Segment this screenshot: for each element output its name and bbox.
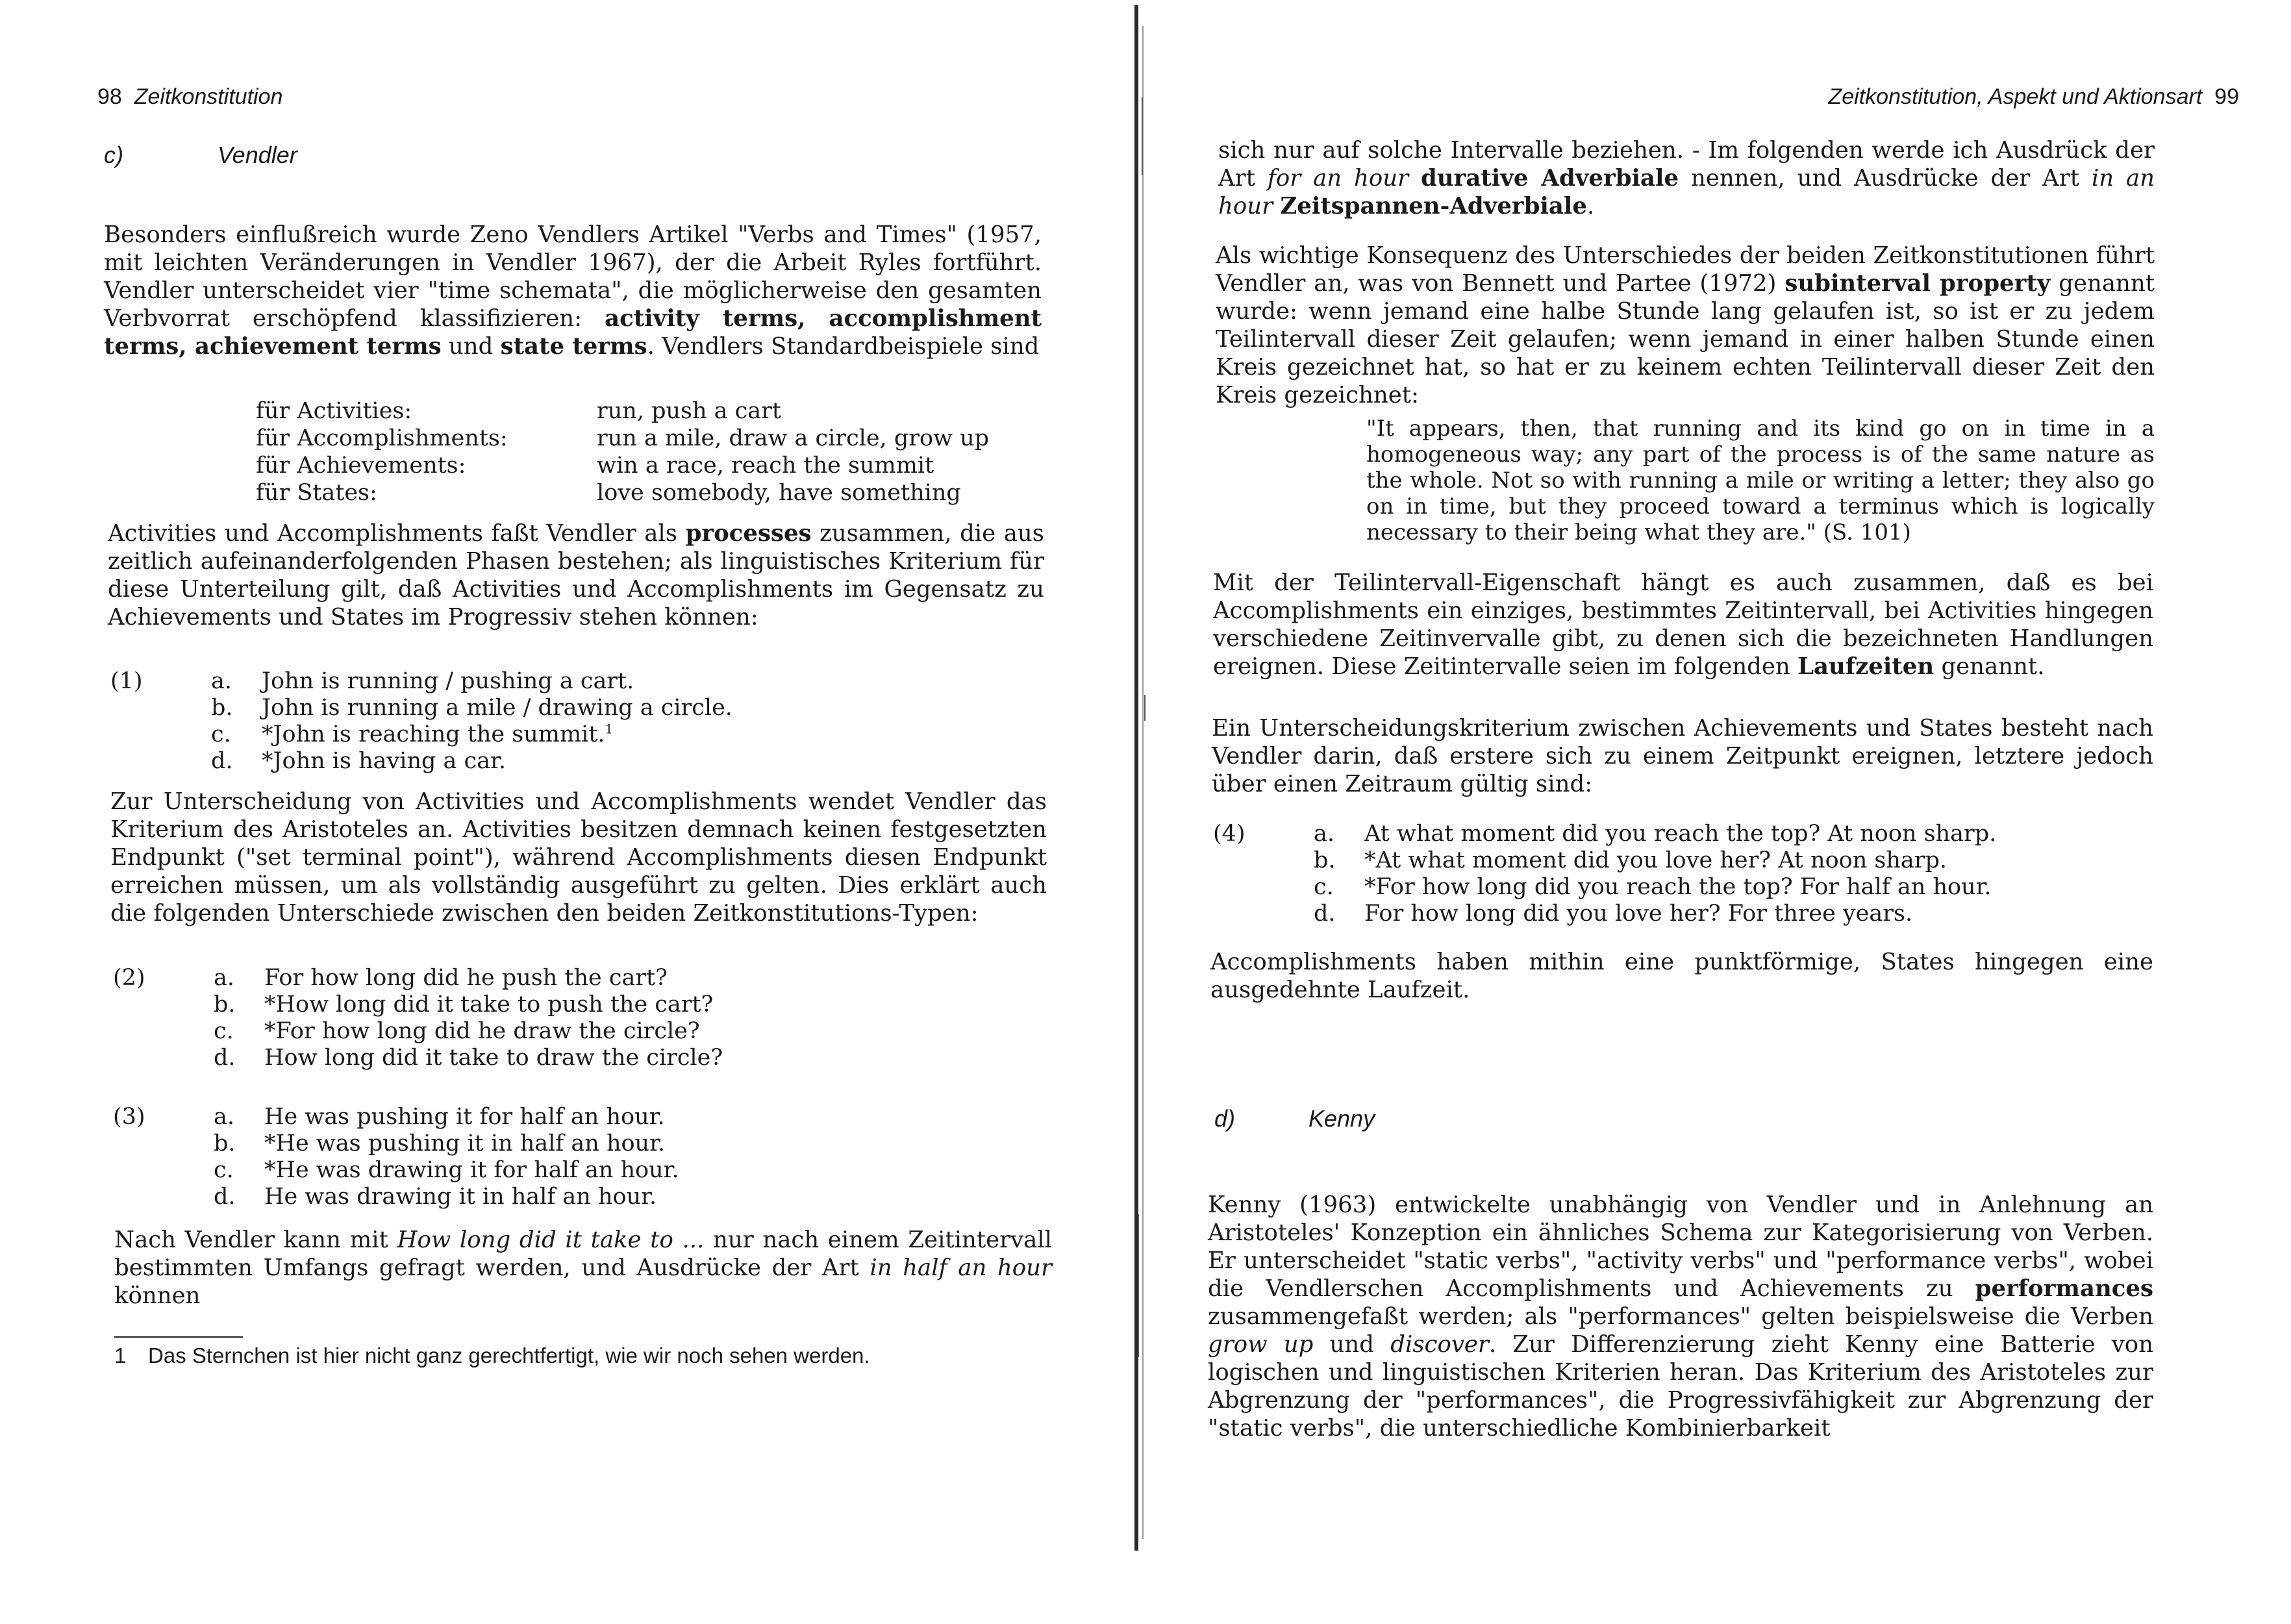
example-item-letter: b. xyxy=(214,992,236,1018)
paragraph xyxy=(114,1226,1052,1310)
running-head-title: Zeitkonstitution, Aspekt und Aktionsart xyxy=(1828,84,2203,109)
table-row xyxy=(256,397,989,425)
text-run: Nach Vendler kann mit xyxy=(114,1227,397,1253)
example-item-letter: a. xyxy=(1314,821,1334,847)
example-item-letter: b. xyxy=(211,695,233,721)
example-item-letter: a. xyxy=(211,668,232,694)
section-heading-c xyxy=(104,142,297,169)
category-label: für States: xyxy=(256,480,377,506)
example-item-text: For how long did he push the cart? xyxy=(264,965,668,991)
text-run: Als wichtige Konsequenz des Unterschiedes der beiden Zeitkonstitutionen führt Vendler an, was von Bennett und Partee (1972) xyxy=(1216,242,2155,297)
example-item xyxy=(211,748,732,775)
section-letter: d) xyxy=(1214,1105,1236,1132)
page-number: 99 xyxy=(2214,84,2239,109)
paragraph xyxy=(1213,569,2153,681)
footnote-marker: 1 xyxy=(605,721,614,737)
example-item-letter: a. xyxy=(214,1104,234,1130)
example-item-letter: d. xyxy=(1314,901,1336,927)
category-examples: run a mile, draw a circle, grow up xyxy=(597,425,990,451)
example-item-text: *For how long did he draw the circle? xyxy=(264,1018,700,1044)
text-run: Kenny (1963) entwickelte unabhängig von Vendler und in Anlehnung an Aristoteles' Konzeption ein ähnliches Schema zur Kategorisierung von Verben. Er unterscheidet "static verbs", "activity verbs" und "performance verbs", wobei die Vendlerschen Accomplishments und Achievements zu xyxy=(1208,1192,2153,1302)
example-item xyxy=(211,695,732,721)
text-run: Besonders einflußreich wurde Zeno Vendlers Artikel "Verbs and Times" (1957, mit leichten Veränderungen in Vendler 1967), der die Arbeit Ryles fortführt. Vendler unterscheidet vier "time schemata", die möglicherweise den gesamten Verbvorrat erschöpfend klassifizieren: xyxy=(104,221,1042,332)
text-run: Zur Unterscheidung von Activities und Accomplishments wendet Vendler das Kriterium des Aristoteles an. Activities besitzen demnach keinen festgesetzten Endpunkt ("set terminal point"), während Accomplishments diesen Endpunkt erreichen müssen, um als vollständig ausgeführt zu gelten. Dies erklärt auch die folgenden Unterschiede zwischen den beiden Zeitkonstitutions-Typen: xyxy=(110,788,1047,927)
left-page xyxy=(0,0,1130,1624)
example-item xyxy=(214,1157,679,1184)
example-number: (1) xyxy=(110,668,143,694)
running-head-left xyxy=(97,84,282,110)
example-item-text: At what moment did you reach the top? At noon sharp. xyxy=(1364,821,1997,847)
text-run: in an hour xyxy=(1218,165,2155,219)
text-run: genannt wurde: wenn jemand eine halbe Stunde lang gelaufen ist, so ist er zu jedem Teilintervall dieser Zeit gelaufen; wenn jemand in einer halben Stunde einen Kreis gezeichnet hat, so hat er zu keinem echten Teilintervall dieser Zeit den Kreis gezeichnet: xyxy=(1216,270,2155,408)
running-head-right xyxy=(1828,84,2239,110)
right-page xyxy=(1130,0,2291,1624)
category-label: für Activities: xyxy=(256,398,412,424)
category-examples: win a race, reach the summit xyxy=(597,453,934,479)
text-run: sich nur auf solche Intervalle beziehen. - Im folgenden werde ich Ausdrück der Art xyxy=(1218,137,2155,192)
text-run: How long did it take to ... xyxy=(397,1227,705,1253)
text-run: Zeitspannen-Adverbiale xyxy=(1280,193,1587,219)
text-run: . Vendlers Standardbeispiele sind xyxy=(647,333,1040,360)
section-letter: c) xyxy=(104,142,123,168)
text-run: for an hour xyxy=(1267,165,1409,192)
section-title: Kenny xyxy=(1308,1105,1375,1132)
example-1 xyxy=(110,668,732,775)
paragraph xyxy=(110,788,1047,927)
example-item-letter: d. xyxy=(214,1045,236,1071)
text-run: genannt. xyxy=(1934,653,2045,680)
running-head-title: Zeitkonstitution xyxy=(134,84,283,109)
text-run: zusammengefaßt werden; als "performances" gelten beispielsweise die Verben xyxy=(1208,1303,2153,1330)
example-item-letter: b. xyxy=(1314,847,1336,873)
page-number: 98 xyxy=(97,84,122,109)
category-label: für Accomplishments: xyxy=(256,425,508,451)
text-run: und xyxy=(1313,1331,1391,1358)
category-examples: run, push a cart xyxy=(597,398,781,424)
example-item xyxy=(211,668,732,695)
example-item-text: *For how long did you reach the top? For half an hour. xyxy=(1364,874,1992,900)
text-run: und xyxy=(441,333,501,360)
text-run: processes xyxy=(685,520,812,547)
example-items xyxy=(214,965,723,1071)
example-2 xyxy=(113,965,723,1071)
text-run: . xyxy=(1587,193,1595,219)
example-3 xyxy=(113,1104,679,1210)
text-run: performances xyxy=(1975,1275,2153,1302)
text-run: Ein Unterscheidungskriterium zwischen Achievements und States besteht nach Vendler darin, daß erstere sich zu einem Zeitpunkt ereignen, letztere jedoch über einen Zeitraum gültig sind: xyxy=(1212,715,2153,797)
example-item xyxy=(214,1131,679,1157)
example-item xyxy=(214,1184,679,1210)
text-run xyxy=(1273,193,1280,219)
example-item-text: *How long did it take to push the cart? xyxy=(264,992,714,1018)
example-item xyxy=(1314,874,1996,901)
example-item-letter: c. xyxy=(214,1157,234,1183)
example-number: (4) xyxy=(1213,821,1246,847)
example-item-text: How long did it take to draw the circle? xyxy=(264,1045,723,1071)
example-items xyxy=(211,668,732,775)
example-item-text: *He was drawing it for half an hour. xyxy=(264,1157,679,1183)
footnote xyxy=(114,1343,870,1369)
paragraph xyxy=(1216,242,2155,409)
text-run: zusammen, die aus zeitlich aufeinanderfolgenden Phasen bestehen; als linguistisches Kriterium für diese Unterteilung gilt, daß Activities und Accomplishments im Gegensatz zu Achievements und States im Progressiv stehen können: xyxy=(108,520,1044,631)
example-item xyxy=(1314,901,1996,927)
footnote-number: 1 xyxy=(114,1343,127,1368)
text-run: Mit der Teilintervall-Eigenschaft hängt es auch zusammen, daß es bei Accomplishments ein einziges, bestimmtes Zeitintervall, bei Activities hingegen verschiedene Zeitinvervalle gibt, zu denen sich die bezeichneten Handlungen ereignen. Diese Zeitintervalle seien im folgenden xyxy=(1213,569,2153,680)
table-row xyxy=(256,479,989,506)
example-item-text: *He was pushing it in half an hour. xyxy=(264,1131,666,1156)
example-item-letter: b. xyxy=(214,1131,236,1156)
example-item-letter: d. xyxy=(211,748,233,774)
text-run: in half an hour xyxy=(870,1255,1052,1281)
footnote-rule xyxy=(114,1336,243,1338)
example-item-text: For how long did you love her? For three years. xyxy=(1364,901,1913,927)
text-run: können xyxy=(114,1282,201,1309)
text-run: discover xyxy=(1390,1331,1489,1358)
example-item xyxy=(214,992,723,1018)
text-run: subinterval property xyxy=(1784,270,2051,297)
example-item-text: *John is having a car. xyxy=(262,748,507,774)
text-run: nennen, und Ausdrücke der Art xyxy=(1679,165,2092,192)
block-quote: "It appears, then, that running and its kind go on in time in a homogeneous way; any part of the process is of the same nature as the whole. Not so with running a mile or writing a letter; they also go on in time, but they proceed toward a terminus which is logically necessary to their being what they are." (S. 101) xyxy=(1366,416,2155,545)
text-run: Accomplishments haben mithin eine punktförmige, States hingegen eine ausgedehnte Laufzeit. xyxy=(1210,949,2153,1003)
paragraph xyxy=(1210,948,2153,1004)
example-item xyxy=(214,965,723,992)
example-number: (2) xyxy=(113,965,145,991)
paragraph xyxy=(104,221,1042,360)
section-title: Vendler xyxy=(218,142,297,168)
paragraph xyxy=(1218,136,2155,220)
text-run: nur nach einem Zeitintervall bestimmten Umfangs gefragt werden, und Ausdrücke der Art xyxy=(114,1227,1053,1281)
text-run: activity terms, accomplishment terms, achievement terms xyxy=(104,305,1042,360)
example-item xyxy=(214,1018,723,1045)
example-items xyxy=(1314,821,1996,927)
text-run: Activities und Accomplishments faßt Vendler als xyxy=(108,520,686,547)
table-row xyxy=(256,425,989,452)
example-item xyxy=(214,1104,679,1131)
example-item-letter: c. xyxy=(214,1018,234,1044)
example-item-letter: a. xyxy=(214,965,234,991)
example-item xyxy=(214,1045,723,1071)
example-item-letter: c. xyxy=(211,721,231,747)
vendler-examples-table xyxy=(256,397,989,506)
paragraph xyxy=(1208,1191,2153,1442)
text-run: Laufzeiten xyxy=(1797,653,1934,680)
example-item xyxy=(1314,847,1996,874)
example-item-text: John is running / pushing a cart. xyxy=(262,668,634,694)
example-4 xyxy=(1213,821,1996,927)
category-examples: love somebody, have something xyxy=(597,480,961,506)
section-heading-d xyxy=(1214,1105,1375,1132)
example-item-letter: d. xyxy=(214,1184,236,1210)
example-item xyxy=(1314,821,1996,847)
example-items xyxy=(214,1104,679,1210)
paragraph xyxy=(1212,714,2153,798)
category-label: für Achievements: xyxy=(256,453,466,479)
example-item-text: John is running a mile / drawing a circle. xyxy=(262,695,732,721)
example-item-text: He was drawing it in half an hour. xyxy=(264,1184,657,1210)
text-run xyxy=(1408,165,1421,192)
example-number: (3) xyxy=(113,1104,145,1130)
example-item-text: *At what moment did you love her? At noon sharp. xyxy=(1364,847,1947,873)
example-item-letter: c. xyxy=(1314,874,1334,900)
footnote-text: Das Sternchen ist hier nicht ganz gerechtfertigt, wie wir noch sehen werden. xyxy=(148,1343,870,1368)
text-run: durative Adverbiale xyxy=(1421,165,1679,192)
text-run: grow up xyxy=(1208,1331,1314,1358)
table-row xyxy=(256,452,989,479)
example-item-text: He was pushing it for half an hour. xyxy=(264,1104,665,1130)
paragraph xyxy=(108,519,1044,631)
text-run: state terms xyxy=(500,333,647,360)
example-item-text: *John is reaching the summit. xyxy=(262,721,605,747)
example-item xyxy=(211,721,732,748)
text-run: . Zur Differenzierung zieht Kenny eine Batterie von logischen und linguistischen Kriterien heran. Das Kriterium des Aristoteles zur Abgrenzung der "performances", die Progressivfähigkeit zur Abgrenzung der "static verbs", die unterschiedliche Kombinierbarkeit xyxy=(1208,1331,2153,1442)
